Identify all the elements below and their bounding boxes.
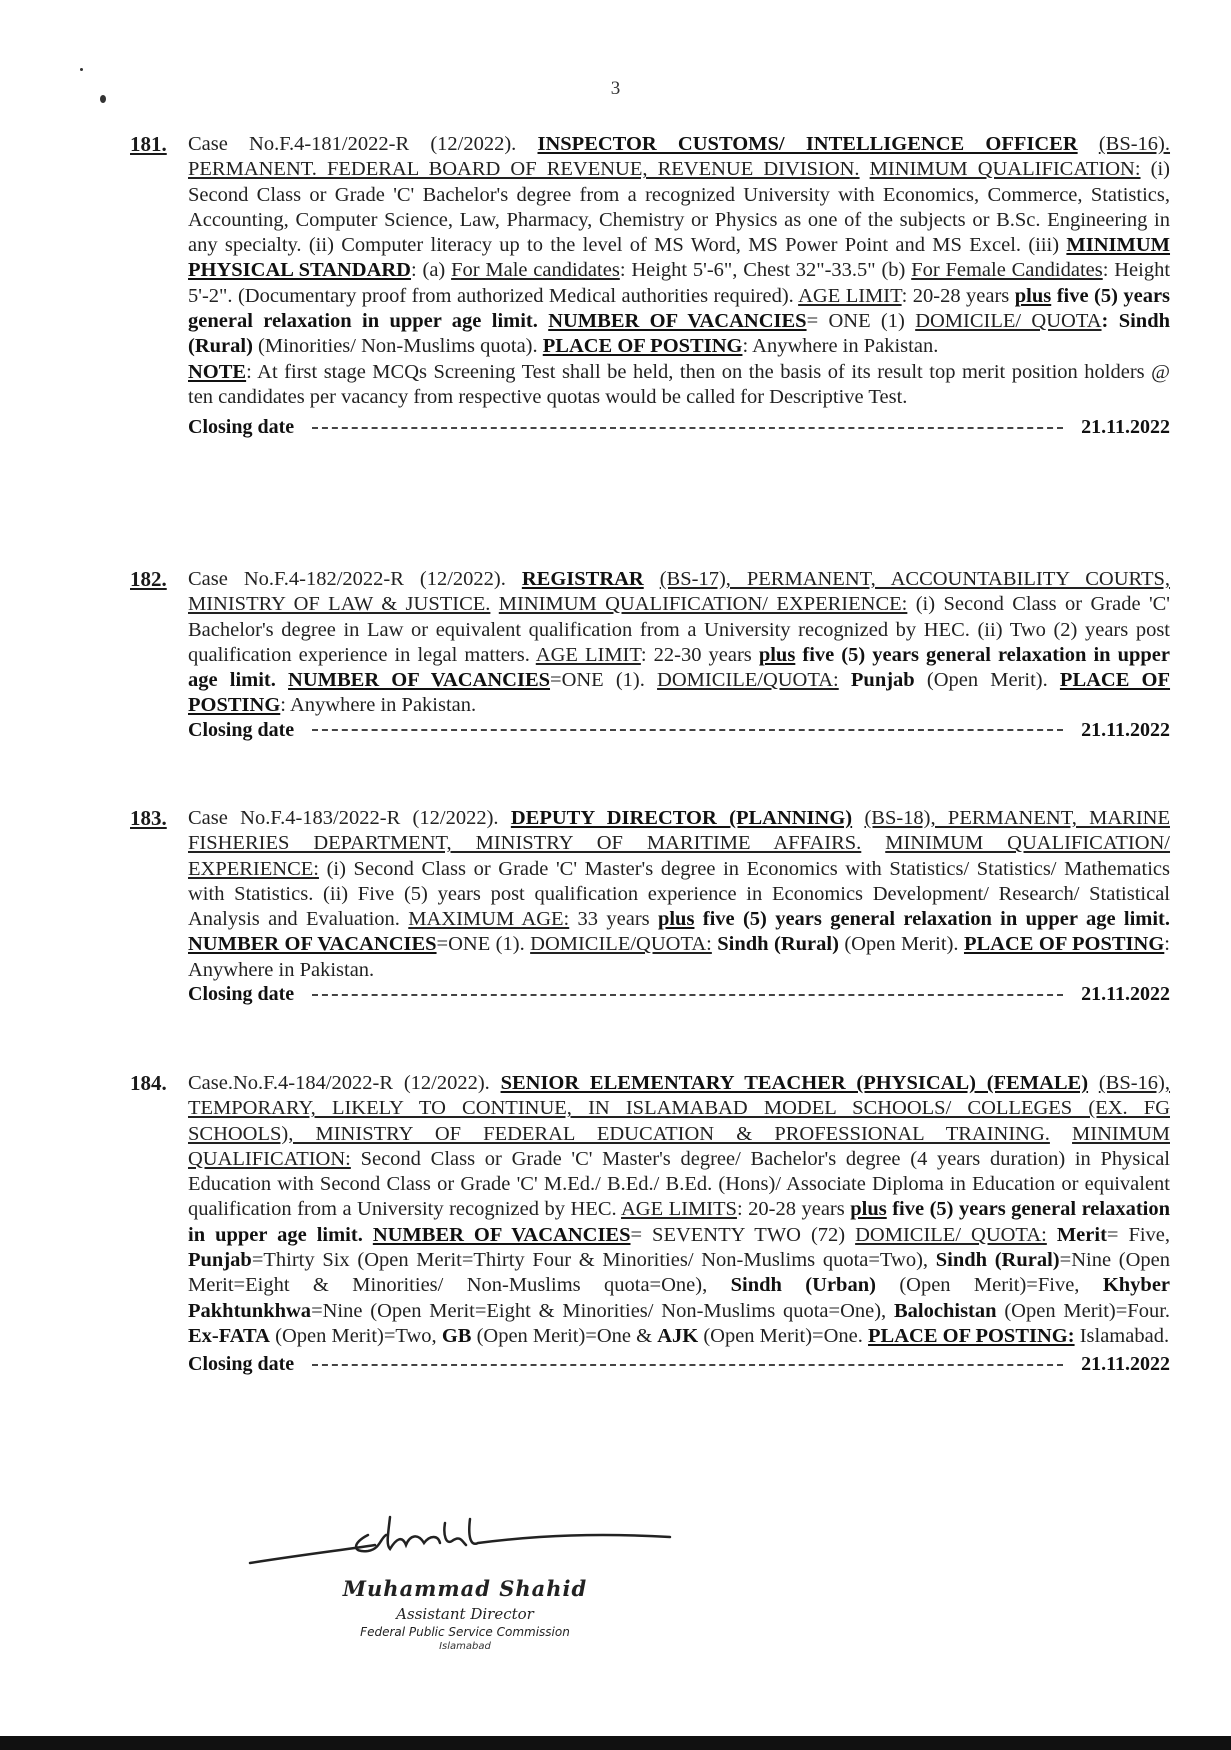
post-title: INSPECTOR CUSTOMS/ INTELLIGENCE OFFICER	[537, 133, 1078, 155]
quota-key: Sindh (Urban)	[730, 1274, 876, 1297]
domicile-label: DOMICILE/QUOTA:	[530, 933, 712, 956]
case-number: Case.No.F.4-184/2022-R (12/2022).	[188, 1072, 490, 1094]
domicile-text: (Open Merit).	[926, 669, 1048, 692]
plus-text: plus	[1014, 284, 1052, 307]
domicile-label: DOMICILE/ QUOTA	[915, 310, 1102, 333]
quota-value: =Thirty Six (Open Merit=Thirty Four & Minorities/ Non-Muslims quota=Two),	[251, 1249, 929, 1272]
posting-label: PLACE OF POSTING	[188, 669, 1171, 717]
post-title: REGISTRAR	[521, 568, 644, 590]
case-number: Case No.F.4-182/2022-R (12/2022).	[188, 568, 506, 590]
age-label: AGE LIMITS	[621, 1198, 737, 1221]
quota-key: Ex-FATA	[188, 1324, 270, 1347]
note-text: : At first stage MCQs Screening Test shall be held, then on the basis of its result top merit position holders @ ten candidates per vacancy from respective quotas would be called for Descriptive Test.	[188, 360, 1170, 408]
qualification-text: (i) Second Class or Grade 'C' Bachelor's degree in Law or equivalent qualification from a University recognized by HEC. (ii) Two (2) years post qualification experience in legal matters.	[188, 593, 1171, 666]
quota-value: (Open Merit)=One.	[703, 1324, 863, 1347]
page-number: 3	[610, 78, 621, 99]
posting-text: : Anywhere in Pakistan.	[280, 694, 477, 717]
entry-number: 182.	[130, 567, 167, 591]
relaxation-text: five (5) years general relaxation in upper age limit.	[188, 284, 1171, 333]
closing-date-value: 21.11.2022	[1081, 416, 1170, 439]
entry-number: 183.	[130, 806, 167, 830]
age-label: AGE LIMIT	[798, 284, 902, 307]
domicile-bold: Sindh (Rural)	[717, 933, 839, 956]
closing-date-value: 21.11.2022	[1081, 983, 1170, 1006]
quota-key: Punjab	[188, 1249, 252, 1272]
quota-key: Sindh (Rural)	[935, 1249, 1060, 1272]
relaxation-text: five (5) years general relaxation in upper age limit.	[702, 908, 1170, 931]
posting-label: PLACE OF POSTING:	[868, 1324, 1075, 1347]
domicile-label: DOMICILE/ QUOTA:	[855, 1223, 1047, 1246]
vacancies-text: =ONE (1).	[550, 669, 645, 692]
entry-body	[188, 132, 1170, 410]
closing-date-label: Closing date	[188, 983, 295, 1006]
post-scale-department: (BS-16). PERMANENT. FEDERAL BOARD OF REVENUE, REVENUE DIVISION.	[188, 133, 1171, 181]
quota-value: = Five,	[1106, 1223, 1171, 1246]
quota-value: (Open Merit)=Two,	[275, 1324, 437, 1347]
vacancies-text: =ONE (1).	[436, 933, 525, 956]
signatory-block	[300, 1576, 630, 1652]
quota-value: (Open Merit)=Five,	[899, 1274, 1080, 1297]
case-number: Case No.F.4-183/2022-R (12/2022).	[188, 807, 499, 829]
signatory-name: Muhammad Shahid	[342, 1576, 588, 1601]
age-label: AGE LIMIT	[535, 643, 641, 666]
qualification-label: MINIMUM QUALIFICATION:	[869, 158, 1141, 181]
vacancies-label: NUMBER OF VACANCIES	[372, 1223, 631, 1246]
quota-key: AJK	[657, 1324, 699, 1347]
domicile-label: DOMICILE/QUOTA:	[657, 669, 839, 692]
dash-leader	[312, 994, 1063, 996]
posting-text: Islamabad.	[1079, 1324, 1170, 1347]
quota-key: Balochistan	[894, 1299, 997, 1322]
closing-date-value: 21.11.2022	[1081, 718, 1170, 741]
signature-scribble	[240, 1505, 680, 1575]
closing-date-label: Closing date	[188, 718, 295, 741]
entry-183	[130, 806, 1170, 1006]
entry-body	[188, 806, 1170, 983]
closing-date-row	[188, 983, 1170, 1006]
vacancies-label: NUMBER OF VACANCIES	[188, 933, 437, 956]
physical-standard-a: : (a)	[411, 259, 446, 282]
quota-key: Khyber Pakhtunkhwa	[188, 1274, 1171, 1322]
male-text: : Height 5'-6", Chest 32"-33.5" (b)	[619, 259, 906, 282]
signatory-city: Islamabad	[439, 1641, 491, 1652]
note-label: NOTE	[188, 360, 247, 383]
qualification-label: MINIMUM QUALIFICATION:	[188, 1122, 1170, 1170]
entry-body	[188, 1071, 1170, 1349]
signatory-org: Federal Public Service Commission	[360, 1625, 570, 1639]
male-label: For Male candidates	[451, 259, 620, 282]
closing-date-row	[188, 719, 1170, 742]
posting-text: : Anywhere in Pakistan.	[742, 335, 939, 358]
case-number: Case No.F.4-181/2022-R (12/2022).	[188, 133, 517, 155]
entry-181	[130, 132, 1170, 439]
vacancies-label: NUMBER OF VACANCIES	[548, 310, 807, 333]
entry-184	[130, 1071, 1170, 1376]
signatory-designation: Assistant Director	[396, 1605, 534, 1623]
age-text: : 20-28 years	[736, 1198, 845, 1221]
age-text: : 20-28 years	[901, 284, 1010, 307]
qualification-label: MINIMUM QUALIFICATION/ EXPERIENCE:	[188, 832, 1171, 880]
closing-date-value: 21.11.2022	[1081, 1353, 1170, 1376]
quota-key: GB	[441, 1324, 472, 1347]
relaxation-text: five (5) years general relaxation in upper age limit.	[188, 1198, 1171, 1246]
posting-label: PLACE OF POSTING	[542, 335, 743, 358]
quota-value: (Open Merit)=Four.	[1004, 1299, 1171, 1322]
vacancies-text: = ONE (1)	[806, 310, 905, 333]
domicile-bold: : Sindh (Rural)	[188, 310, 1170, 358]
domicile-bold: Punjab	[850, 669, 915, 692]
vacancies-label: NUMBER OF VACANCIES	[288, 669, 551, 692]
closing-date-row	[188, 416, 1170, 439]
closing-date-label: Closing date	[188, 416, 295, 439]
post-scale-department: (BS-16), TEMPORARY, LIKELY TO CONTINUE, IN ISLAMABAD MODEL SCHOOLS/ COLLEGES (EX. FG SCHOOLS), MINISTRY OF FEDERAL EDUCATION & PROFESSIONAL TRAINING.	[188, 1072, 1171, 1145]
post-title: DEPUTY DIRECTOR (PLANNING)	[510, 807, 853, 829]
entry-182	[130, 567, 1170, 742]
domicile-text: (Minorities/ Non-Muslims quota).	[258, 335, 538, 358]
entry-number: 184.	[130, 1071, 167, 1095]
closing-date-row	[188, 1353, 1170, 1376]
quota-value: (Open Merit)=One &	[476, 1324, 653, 1347]
vacancies-text: = SEVENTY TWO (72)	[630, 1223, 846, 1246]
age-text: : 22-30 years	[640, 643, 752, 666]
dash-leader	[312, 427, 1063, 429]
post-scale-department: (BS-18), PERMANENT, MARINE FISHERIES DEPARTMENT, MINISTRY OF MARITIME AFFAIRS.	[188, 807, 1170, 855]
age-label: MAXIMUM AGE:	[408, 908, 570, 931]
entry-number: 181.	[130, 132, 167, 156]
post-title: SENIOR ELEMENTARY TEACHER (PHYSICAL) (FEMALE)	[500, 1072, 1089, 1094]
dash-leader	[312, 729, 1063, 731]
scan-speck	[100, 95, 106, 103]
scan-speck	[80, 68, 83, 71]
qualification-text: (i) Second Class or Grade 'C' Master's degree in Economics with Statistics/ Statistics/ Mathematics with Statistics. (ii) Five (5) years post qualification experience in Economics Development/ Research/ Statistical Analysis and Evaluation.	[188, 857, 1170, 931]
scan-bottom-edge	[0, 1736, 1231, 1750]
female-text: : Height 5'-2". (Documentary proof from authorized Medical authorities required).	[188, 259, 1171, 307]
quota-key: Merit	[1056, 1223, 1107, 1246]
female-label: For Female Candidates	[911, 259, 1103, 282]
qualification-label: MINIMUM QUALIFICATION/ EXPERIENCE:	[498, 593, 908, 616]
plus-text: plus	[850, 1198, 887, 1221]
posting-text: : Anywhere in Pakistan.	[188, 933, 1170, 981]
quota-value: =Nine (Open Merit=Eight & Minorities/ Non-Muslims quota=One),	[188, 1249, 1170, 1297]
post-scale-department: (BS-17), PERMANENT, ACCOUNTABILITY COURTS, MINISTRY OF LAW & JUSTICE.	[188, 568, 1171, 616]
plus-text: plus	[758, 643, 796, 666]
closing-date-label: Closing date	[188, 1353, 295, 1376]
domicile-text: (Open Merit).	[844, 933, 959, 956]
plus-text: plus	[657, 908, 695, 931]
posting-label: PLACE OF POSTING	[963, 933, 1165, 956]
physical-standard-label: MINIMUM PHYSICAL STANDARD	[188, 234, 1171, 282]
qualification-text: (i) Second Class or Grade 'C' Bachelor's degree from a recognized University with Economics, Commerce, Statistics, Accounting, Computer Science, Law, Pharmacy, Chemistry or Physics as one of the subjects or B.Sc. Engineering in any specialty. (ii) Computer literacy up to the level of MS Word, MS Power Point and MS Excel. (iii)	[188, 158, 1170, 257]
age-text: 33 years	[577, 908, 650, 931]
qualification-text: Second Class or Grade 'C' Master's degree/ Bachelor's degree (4 years duration) in Physical Education with Second Class or Grade 'C' M.Ed./ B.Ed./ B.Ed. (Hons)/ Associate Diploma in Education or equivalent qualification from a University recognized by HEC.	[188, 1147, 1170, 1221]
quota-value: =Nine (Open Merit=Eight & Minorities/ Non-Muslims quota=One),	[311, 1299, 887, 1322]
entry-body	[188, 567, 1170, 719]
dash-leader	[312, 1364, 1063, 1366]
relaxation-text: five (5) years general relaxation in upper age limit.	[188, 643, 1170, 692]
